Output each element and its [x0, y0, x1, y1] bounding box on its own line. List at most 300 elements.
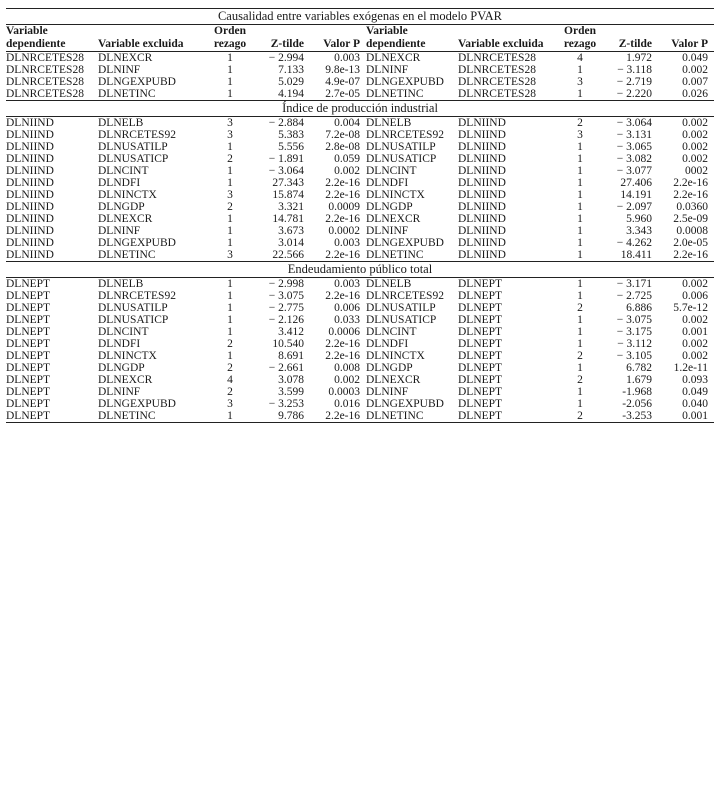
cell-dependent-left: DLNRCETES28 — [6, 75, 84, 88]
cell-pvalue-left: 2.2e-16 — [325, 248, 360, 261]
cell-lag-left: 4 — [227, 373, 233, 386]
cell-pvalue-right: 0.0360 — [676, 200, 708, 213]
cell-excluded-right: DLNIIND — [458, 200, 506, 213]
cell-lag-right: 1 — [577, 212, 583, 225]
cell-dependent-left: DLNIIND — [6, 128, 54, 141]
cell-pvalue-left: 0.059 — [334, 152, 360, 165]
cell-dependent-left: DLNEPT — [6, 277, 51, 290]
cell-excluded-left: DLNGDP — [98, 361, 145, 374]
cell-lag-right: 3 — [577, 75, 583, 88]
cell-excluded-left: DLNEXCR — [98, 212, 153, 225]
cell-lag-left: 3 — [227, 128, 233, 141]
cell-dependent-left: DLNEPT — [6, 385, 51, 398]
table-row — [6, 374, 714, 386]
cell-pvalue-right: 0.0008 — [676, 224, 708, 237]
cell-lag-right: 2 — [577, 373, 583, 386]
cell-dependent-right: DLNCINT — [366, 325, 417, 338]
cell-ztilde-left: 27.343 — [272, 176, 304, 189]
cell-ztilde-right: -1.968 — [622, 385, 652, 398]
cell-ztilde-left: 3.599 — [278, 385, 304, 398]
cell-lag-left: 3 — [227, 116, 233, 129]
cell-dependent-right: DLNGDP — [366, 200, 413, 213]
cell-pvalue-left: 2.2e-16 — [325, 212, 360, 225]
cell-excluded-right: DLNIIND — [458, 164, 506, 177]
cell-dependent-right: DLNCINT — [366, 164, 417, 177]
cell-excluded-right: DLNIIND — [458, 188, 506, 201]
cell-pvalue-right: 0.040 — [682, 397, 708, 410]
cell-pvalue-left: 0.016 — [334, 397, 360, 410]
cell-dependent-left: DLNEPT — [6, 397, 51, 410]
cell-lag-right: 1 — [577, 63, 583, 76]
cell-ztilde-left: 14.781 — [272, 212, 304, 225]
cell-dependent-left: DLNEPT — [6, 313, 51, 326]
cell-excluded-left: DLNETINC — [98, 87, 156, 100]
cell-lag-left: 1 — [227, 301, 233, 314]
cell-pvalue-left: 0.003 — [334, 236, 360, 249]
cell-ztilde-right: 3.343 — [626, 224, 652, 237]
cell-ztilde-right: 5.960 — [626, 212, 652, 225]
cell-dependent-left: DLNEPT — [6, 373, 51, 386]
cell-excluded-left: DLNUSATICP — [98, 313, 169, 326]
header-ztilde-right: Z-tilde — [618, 37, 652, 50]
cell-ztilde-right: − 3.064 — [616, 116, 652, 129]
horizontal-rule — [6, 422, 714, 423]
cell-ztilde-left: 3.321 — [278, 200, 304, 213]
cell-ztilde-left: 7.133 — [278, 63, 304, 76]
cell-excluded-right: DLNEPT — [458, 397, 503, 410]
cell-ztilde-right: − 2.220 — [616, 87, 652, 100]
header-lag-left: Orden rezago — [213, 25, 247, 50]
cell-pvalue-left: 0.002 — [334, 164, 360, 177]
cell-excluded-right: DLNEPT — [458, 409, 503, 422]
causality-table — [6, 8, 714, 423]
cell-ztilde-left: 15.874 — [272, 188, 304, 201]
cell-pvalue-left: 9.8e-13 — [325, 63, 360, 76]
cell-lag-right: 1 — [577, 248, 583, 261]
cell-dependent-right: DLNELB — [366, 116, 412, 129]
cell-pvalue-right: 2.2e-16 — [673, 176, 708, 189]
cell-excluded-right: DLNIIND — [458, 116, 506, 129]
cell-excluded-left: DLNGEXPUBD — [98, 75, 176, 88]
cell-ztilde-right: 6.886 — [626, 301, 652, 314]
cell-ztilde-left: − 2.998 — [268, 277, 304, 290]
cell-ztilde-left: − 2.661 — [268, 361, 304, 374]
cell-excluded-left: DLNGEXPUBD — [98, 397, 176, 410]
cell-pvalue-right: 0002 — [685, 164, 708, 177]
cell-lag-left: 1 — [227, 75, 233, 88]
cell-excluded-left: DLNINF — [98, 385, 141, 398]
cell-lag-right: 2 — [577, 409, 583, 422]
cell-ztilde-right: − 3.171 — [616, 277, 652, 290]
table-row — [6, 76, 714, 88]
cell-dependent-right: DLNEXCR — [366, 212, 421, 225]
header-excluded-right: Variable excluida — [458, 37, 544, 50]
cell-excluded-left: DLNEXCR — [98, 373, 153, 386]
cell-lag-left: 1 — [227, 289, 233, 302]
cell-dependent-left: DLNIIND — [6, 152, 54, 165]
cell-ztilde-right: − 3.118 — [617, 63, 652, 76]
cell-pvalue-left: 2.2e-16 — [325, 349, 360, 362]
cell-pvalue-left: 0.0003 — [328, 385, 360, 398]
cell-lag-left: 2 — [227, 337, 233, 350]
cell-pvalue-right: 0.002 — [682, 63, 708, 76]
cell-pvalue-left: 2.7e-05 — [325, 87, 360, 100]
table-row — [6, 117, 714, 129]
cell-dependent-left: DLNIIND — [6, 164, 54, 177]
table-row — [6, 338, 714, 350]
cell-lag-left: 1 — [227, 349, 233, 362]
cell-dependent-left: DLNIIND — [6, 188, 54, 201]
cell-ztilde-left: 9.786 — [278, 409, 304, 422]
cell-excluded-left: DLNUSATILP — [98, 301, 168, 314]
cell-dependent-right: DLNDFI — [366, 337, 409, 350]
cell-pvalue-left: 2.2e-16 — [325, 337, 360, 350]
cell-dependent-right: DLNEXCR — [366, 51, 421, 64]
cell-excluded-right: DLNIIND — [458, 128, 506, 141]
cell-lag-left: 1 — [227, 212, 233, 225]
cell-excluded-right: DLNEPT — [458, 373, 503, 386]
cell-pvalue-right: 1.2e-11 — [673, 361, 708, 374]
table-row — [6, 141, 714, 153]
cell-lag-left: 2 — [227, 385, 233, 398]
cell-pvalue-right: 0.001 — [682, 409, 708, 422]
cell-ztilde-left: − 2.775 — [268, 301, 304, 314]
cell-pvalue-right: 0.001 — [682, 325, 708, 338]
cell-ztilde-right: 27.406 — [620, 176, 652, 189]
cell-pvalue-left: 0.002 — [334, 373, 360, 386]
cell-lag-right: 1 — [577, 87, 583, 100]
cell-ztilde-right: -3.253 — [622, 409, 652, 422]
cell-dependent-right: DLNDFI — [366, 176, 409, 189]
table-header-row — [6, 25, 714, 51]
header-pvalue-right: Valor P — [671, 37, 708, 50]
section-heading: Endeudamiento público total — [287, 261, 433, 276]
cell-pvalue-right: 0.002 — [682, 152, 708, 165]
cell-lag-right: 1 — [577, 140, 583, 153]
cell-lag-left: 1 — [227, 325, 233, 338]
cell-dependent-left: DLNRCETES28 — [6, 63, 84, 76]
cell-lag-right: 1 — [577, 152, 583, 165]
cell-pvalue-left: 0.0006 — [328, 325, 360, 338]
cell-ztilde-left: 3.673 — [278, 224, 304, 237]
cell-ztilde-left: − 1.891 — [268, 152, 304, 165]
cell-dependent-right: DLNINF — [366, 63, 409, 76]
cell-excluded-right: DLNEPT — [458, 337, 503, 350]
cell-excluded-right: DLNRCETES28 — [458, 63, 536, 76]
cell-ztilde-left: 4.194 — [278, 87, 304, 100]
cell-ztilde-right: 6.782 — [626, 361, 652, 374]
table-row — [6, 177, 714, 189]
cell-lag-right: 4 — [577, 51, 583, 64]
cell-lag-left: 1 — [227, 176, 233, 189]
cell-lag-left: 2 — [227, 361, 233, 374]
cell-pvalue-left: 0.003 — [334, 51, 360, 64]
cell-dependent-right: DLNINCTX — [366, 349, 425, 362]
page-title-row — [6, 9, 714, 25]
cell-excluded-right: DLNIIND — [458, 248, 506, 261]
cell-excluded-right: DLNIIND — [458, 176, 506, 189]
cell-dependent-left: DLNEPT — [6, 349, 51, 362]
cell-lag-left: 1 — [227, 409, 233, 422]
header-lag-right: Orden rezago — [563, 25, 597, 50]
cell-ztilde-right: -2.056 — [622, 397, 652, 410]
cell-dependent-right: DLNEXCR — [366, 373, 421, 386]
cell-excluded-left: DLNINF — [98, 63, 141, 76]
cell-ztilde-left: 3.078 — [278, 373, 304, 386]
cell-excluded-left: DLNGDP — [98, 200, 145, 213]
cell-lag-left: 1 — [227, 63, 233, 76]
cell-excluded-left: DLNUSATILP — [98, 140, 168, 153]
cell-dependent-right: DLNETINC — [366, 87, 424, 100]
cell-pvalue-left: 0.008 — [334, 361, 360, 374]
cell-ztilde-right: − 3.112 — [617, 337, 652, 350]
cell-lag-left: 2 — [227, 200, 233, 213]
cell-excluded-left: DLNRCETES92 — [98, 289, 176, 302]
cell-ztilde-right: − 3.105 — [616, 349, 652, 362]
cell-lag-left: 1 — [227, 87, 233, 100]
table-row — [6, 290, 714, 302]
cell-lag-right: 1 — [577, 361, 583, 374]
cell-ztilde-left: 8.691 — [278, 349, 304, 362]
cell-ztilde-left: − 3.253 — [268, 397, 304, 410]
cell-dependent-left: DLNRCETES28 — [6, 87, 84, 100]
cell-excluded-right: DLNEPT — [458, 289, 503, 302]
cell-ztilde-right: − 3.077 — [616, 164, 652, 177]
table-row — [6, 362, 714, 374]
cell-ztilde-right: 1.972 — [626, 51, 652, 64]
cell-excluded-right: DLNEPT — [458, 349, 503, 362]
cell-excluded-left: DLNINCTX — [98, 349, 157, 362]
cell-ztilde-left: 3.014 — [278, 236, 304, 249]
cell-excluded-right: DLNEPT — [458, 325, 503, 338]
cell-dependent-right: DLNINF — [366, 385, 409, 398]
cell-pvalue-left: 0.0002 — [328, 224, 360, 237]
cell-dependent-left: DLNIIND — [6, 212, 54, 225]
cell-ztilde-right: 14.191 — [620, 188, 652, 201]
cell-lag-right: 1 — [577, 289, 583, 302]
cell-lag-right: 1 — [577, 164, 583, 177]
cell-excluded-left: DLNINCTX — [98, 188, 157, 201]
cell-lag-right: 1 — [577, 277, 583, 290]
cell-pvalue-right: 2.2e-16 — [673, 248, 708, 261]
page-title: Causalidad entre variables exógenas en el modelo PVAR — [217, 9, 503, 23]
cell-lag-right: 1 — [577, 325, 583, 338]
cell-ztilde-left: − 3.064 — [268, 164, 304, 177]
cell-dependent-left: DLNEPT — [6, 409, 51, 422]
table-row — [6, 225, 714, 237]
cell-pvalue-right: 0.049 — [682, 51, 708, 64]
cell-ztilde-left: 3.412 — [278, 325, 304, 338]
cell-ztilde-left: 22.566 — [272, 248, 304, 261]
cell-lag-right: 2 — [577, 349, 583, 362]
cell-pvalue-left: 2.2e-16 — [325, 409, 360, 422]
cell-pvalue-left: 2.2e-16 — [325, 188, 360, 201]
table-row — [6, 213, 714, 225]
cell-lag-right: 1 — [577, 385, 583, 398]
table-row — [6, 350, 714, 362]
cell-excluded-left: DLNRCETES92 — [98, 128, 176, 141]
cell-dependent-left: DLNIIND — [6, 140, 54, 153]
cell-dependent-right: DLNINCTX — [366, 188, 425, 201]
section-heading-row — [6, 262, 714, 278]
cell-ztilde-left: 5.029 — [278, 75, 304, 88]
cell-lag-left: 3 — [227, 397, 233, 410]
cell-dependent-left: DLNIIND — [6, 200, 54, 213]
cell-ztilde-left: 5.383 — [278, 128, 304, 141]
cell-dependent-left: DLNIIND — [6, 116, 54, 129]
cell-pvalue-right: 0.002 — [682, 116, 708, 129]
cell-ztilde-right: − 3.175 — [616, 325, 652, 338]
cell-dependent-right: DLNINF — [366, 224, 409, 237]
cell-excluded-left: DLNGEXPUBD — [98, 236, 176, 249]
cell-lag-left: 1 — [227, 277, 233, 290]
table-row — [6, 165, 714, 177]
cell-pvalue-right: 2.2e-16 — [673, 188, 708, 201]
cell-excluded-right: DLNIIND — [458, 212, 506, 225]
cell-lag-right: 1 — [577, 236, 583, 249]
cell-ztilde-right: − 3.065 — [616, 140, 652, 153]
table-row — [6, 326, 714, 338]
table-row — [6, 249, 714, 262]
cell-excluded-left: DLNCINT — [98, 325, 149, 338]
cell-dependent-left: DLNIIND — [6, 176, 54, 189]
cell-ztilde-left: − 2.126 — [268, 313, 304, 326]
cell-lag-right: 1 — [577, 188, 583, 201]
cell-excluded-left: DLNELB — [98, 277, 144, 290]
cell-excluded-left: DLNDFI — [98, 337, 141, 350]
table-row — [6, 398, 714, 410]
cell-pvalue-right: 0.026 — [682, 87, 708, 100]
cell-ztilde-right: − 2.097 — [616, 200, 652, 213]
table-row — [6, 386, 714, 398]
cell-pvalue-right: 0.002 — [682, 337, 708, 350]
cell-dependent-left: DLNEPT — [6, 337, 51, 350]
cell-lag-left: 3 — [227, 188, 233, 201]
cell-dependent-right: DLNGEXPUBD — [366, 236, 444, 249]
cell-ztilde-left: − 2.994 — [268, 51, 304, 64]
cell-pvalue-right: 5.7e-12 — [673, 301, 708, 314]
cell-lag-left: 1 — [227, 313, 233, 326]
cell-excluded-left: DLNELB — [98, 116, 144, 129]
cell-excluded-right: DLNIIND — [458, 152, 506, 165]
cell-dependent-right: DLNUSATICP — [366, 152, 437, 165]
cell-pvalue-right: 2.0e-05 — [673, 236, 708, 249]
cell-pvalue-left: 2.2e-16 — [325, 176, 360, 189]
cell-lag-right: 1 — [577, 200, 583, 213]
cell-pvalue-right: 0.002 — [682, 277, 708, 290]
table-row — [6, 237, 714, 249]
cell-dependent-left: DLNRCETES28 — [6, 51, 84, 64]
cell-excluded-right: DLNIIND — [458, 236, 506, 249]
cell-pvalue-right: 0.006 — [682, 289, 708, 302]
cell-lag-right: 2 — [577, 301, 583, 314]
cell-pvalue-right: 0.002 — [682, 313, 708, 326]
section-heading-row — [6, 101, 714, 117]
table-body — [6, 9, 714, 423]
cell-dependent-left: DLNEPT — [6, 325, 51, 338]
table-row — [6, 52, 714, 64]
cell-excluded-right: DLNEPT — [458, 301, 503, 314]
table-row — [6, 201, 714, 213]
cell-excluded-right: DLNIIND — [458, 224, 506, 237]
cell-ztilde-right: − 3.082 — [616, 152, 652, 165]
cell-excluded-left: DLNETINC — [98, 248, 156, 261]
cell-excluded-right: DLNEPT — [458, 361, 503, 374]
cell-excluded-right: DLNIIND — [458, 140, 506, 153]
cell-pvalue-right: 0.093 — [682, 373, 708, 386]
cell-dependent-right: DLNGEXPUBD — [366, 75, 444, 88]
cell-ztilde-right: − 4.262 — [616, 236, 652, 249]
cell-lag-right: 2 — [577, 116, 583, 129]
cell-dependent-left: DLNIIND — [6, 236, 54, 249]
table-row — [6, 302, 714, 314]
cell-dependent-right: DLNRCETES92 — [366, 289, 444, 302]
cell-lag-left: 1 — [227, 140, 233, 153]
cell-excluded-left: DLNCINT — [98, 164, 149, 177]
header-dependent-right: Variable dependiente — [366, 25, 426, 50]
cell-lag-left: 3 — [227, 248, 233, 261]
rule — [6, 422, 714, 423]
cell-pvalue-left: 0.004 — [334, 116, 360, 129]
section-heading: Índice de producción industrial — [282, 100, 438, 115]
cell-excluded-left: DLNEXCR — [98, 51, 153, 64]
cell-lag-right: 1 — [577, 337, 583, 350]
cell-excluded-left: DLNUSATICP — [98, 152, 169, 165]
cell-excluded-left: DLNDFI — [98, 176, 141, 189]
cell-dependent-left: DLNIIND — [6, 248, 54, 261]
cell-lag-right: 3 — [577, 128, 583, 141]
cell-pvalue-right: 0.007 — [682, 75, 708, 88]
table-row — [6, 314, 714, 326]
cell-dependent-right: DLNUSATILP — [366, 301, 436, 314]
cell-lag-right: 1 — [577, 224, 583, 237]
cell-pvalue-right: 2.5e-09 — [673, 212, 708, 225]
table-row — [6, 189, 714, 201]
table-row — [6, 153, 714, 165]
cell-pvalue-right: 0.049 — [682, 385, 708, 398]
cell-excluded-left: DLNINF — [98, 224, 141, 237]
cell-lag-left: 1 — [227, 51, 233, 64]
cell-ztilde-left: 5.556 — [278, 140, 304, 153]
header-dependent-left: Variable dependiente — [6, 25, 66, 50]
cell-lag-left: 1 — [227, 224, 233, 237]
cell-pvalue-left: 0.006 — [334, 301, 360, 314]
cell-excluded-right: DLNRCETES28 — [458, 87, 536, 100]
cell-dependent-left: DLNEPT — [6, 361, 51, 374]
cell-ztilde-right: − 3.131 — [616, 128, 652, 141]
cell-ztilde-left: 10.540 — [272, 337, 304, 350]
cell-pvalue-left: 2.8e-08 — [325, 140, 360, 153]
cell-dependent-right: DLNGEXPUBD — [366, 397, 444, 410]
cell-lag-right: 1 — [577, 397, 583, 410]
header-ztilde-left: Z-tilde — [270, 37, 304, 50]
table-row — [6, 129, 714, 141]
cell-dependent-right: DLNETINC — [366, 409, 424, 422]
cell-dependent-right: DLNELB — [366, 277, 412, 290]
cell-lag-left: 2 — [227, 152, 233, 165]
cell-pvalue-left: 0.0009 — [328, 200, 360, 213]
cell-ztilde-right: 1.679 — [626, 373, 652, 386]
cell-excluded-right: DLNEPT — [458, 277, 503, 290]
cell-pvalue-left: 0.033 — [334, 313, 360, 326]
cell-pvalue-left: 7.2e-08 — [325, 128, 360, 141]
cell-dependent-left: DLNEPT — [6, 301, 51, 314]
cell-dependent-right: DLNGDP — [366, 361, 413, 374]
cell-lag-left: 1 — [227, 236, 233, 249]
cell-dependent-right: DLNETINC — [366, 248, 424, 261]
cell-dependent-right: DLNUSATILP — [366, 140, 436, 153]
cell-excluded-right: DLNRCETES28 — [458, 51, 536, 64]
